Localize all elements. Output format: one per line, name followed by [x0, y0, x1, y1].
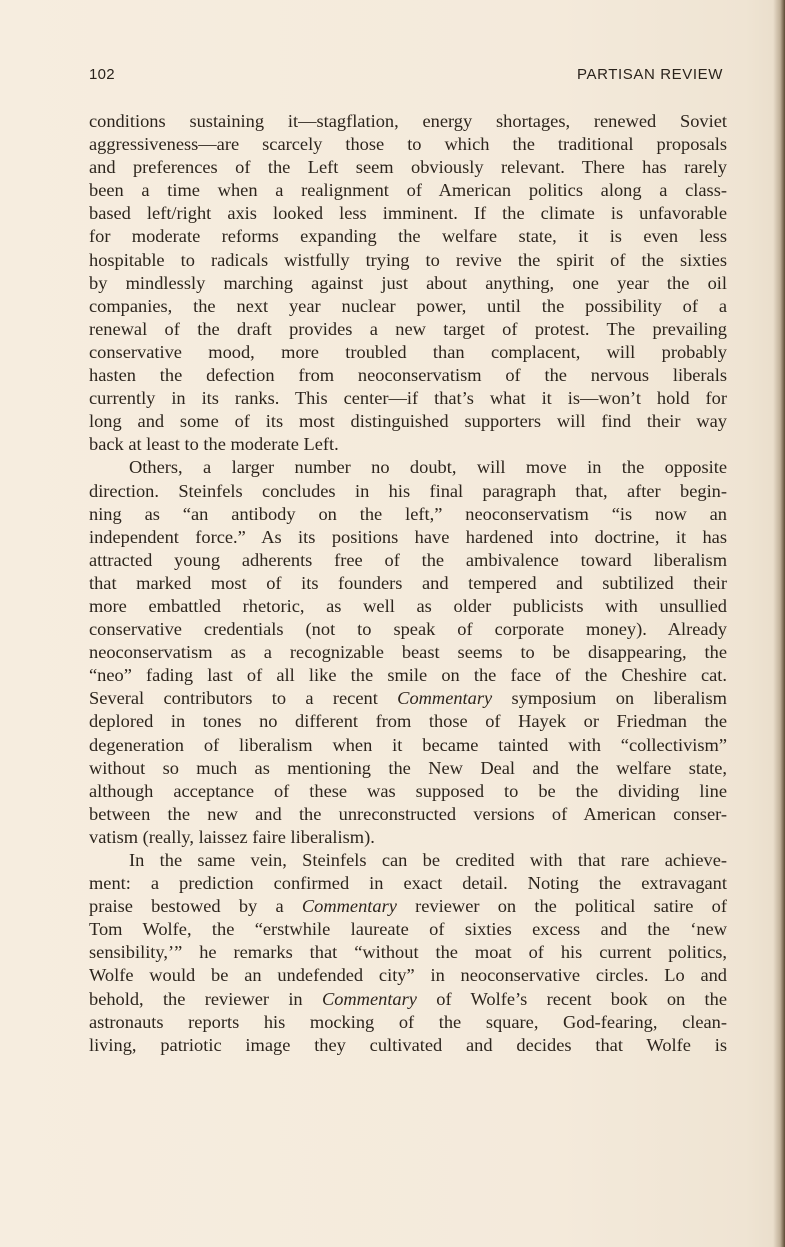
- text-line: more embattled rhetoric, as well as older publicists with unsullied: [89, 595, 727, 616]
- text-line: neoconservatism as a recognizable beast seems to be disappearing, the: [89, 642, 727, 663]
- text-line: living, patriotic image they cultivated and decides that Wolfe is: [89, 1034, 727, 1055]
- text-line: been a time when a realignment of American politics along a class-: [89, 180, 727, 201]
- text-line: deplored in tones no different from those of Hayek or Friedman the: [89, 711, 727, 732]
- text-line: although acceptance of these was supposed to be the dividing line: [89, 780, 727, 801]
- text-segment: of Wolfe’s recent book on the: [416, 988, 728, 1009]
- text-segment: Several contributors to a recent: [89, 688, 398, 709]
- text-line: conservative credentials (not to speak of corporate money). Already: [89, 619, 727, 640]
- text-line: currently in its ranks. This center—if that’s what it is—won’t hold for: [89, 388, 727, 409]
- text-line: by mindlessly marching against just about anything, one year the oil: [89, 272, 727, 293]
- text-segment: praise bestowed by a: [89, 896, 302, 917]
- page-number: 102: [89, 66, 115, 83]
- text-line: independent force.” As its positions have hardened into doctrine, it has: [89, 526, 727, 547]
- journal-title: PARTISAN REVIEW: [577, 66, 723, 83]
- text-line: ning as “an antibody on the left,” neoconservatism “is now an: [89, 503, 727, 524]
- text-line: between the new and the unreconstructed versions of American conser-: [89, 803, 727, 824]
- text-line: conditions sustaining it—stagflation, energy shortages, renewed Soviet: [89, 111, 727, 131]
- text-line: sensibility,’” he remarks that “without the moat of his current politics,: [89, 942, 727, 963]
- text-line: for moderate reforms expanding the welfare state, it is even less: [89, 226, 727, 247]
- body-text: [89, 110, 727, 1057]
- text-line: Wolfe would be an undefended city” in neoconservative circles. Lo and: [89, 965, 727, 986]
- text-line: aggressiveness—are scarcely those to which the traditional proposals: [89, 134, 727, 155]
- text-line: attracted young adherents free of the ambivalence toward liberalism: [89, 549, 727, 570]
- text-line: vatism (really, laissez faire liberalism).: [89, 826, 375, 847]
- text-line: renewal of the draft provides a new target of protest. The prevailing: [89, 318, 727, 339]
- paragraph-start-line: In the same vein, Steinfels can be credited with that rare achieve-: [129, 850, 727, 870]
- text-segment: reviewer on the political satire of: [396, 896, 727, 917]
- italic-title: Commentary: [397, 688, 493, 709]
- italic-title: Commentary: [321, 988, 417, 1009]
- page-edge-shadow: [773, 0, 785, 1247]
- text-line: based left/right axis looked less imminent. If the climate is unfavorable: [89, 203, 727, 224]
- text-line: back at least to the moderate Left.: [89, 434, 339, 455]
- text-line: hasten the defection from neoconservatism of the nervous liberals: [89, 365, 727, 386]
- text-line: [89, 895, 727, 918]
- text-line: long and some of its most distinguished supporters will find their way: [89, 411, 727, 432]
- text-line: “neo” fading last of all like the smile on the face of the Cheshire cat.: [89, 665, 727, 686]
- text-line: conservative mood, more troubled than complacent, will probably: [89, 341, 727, 362]
- paragraph-start-line: Others, a larger number no doubt, will move in the opposite: [129, 457, 727, 478]
- text-line: astronauts reports his mocking of the square, God-fearing, clean-: [89, 1011, 727, 1032]
- text-line: degeneration of liberalism when it became tainted with “collectivism”: [89, 734, 727, 755]
- italic-title: Commentary: [301, 896, 397, 917]
- text-line: companies, the next year nuclear power, until the possibility of a: [89, 295, 727, 316]
- text-line: [89, 687, 727, 710]
- text-segment: symposium on liberalism: [492, 688, 727, 709]
- text-line: that marked most of its founders and tempered and subtilized their: [89, 572, 727, 593]
- text-line: ment: a prediction confirmed in exact detail. Noting the extravagant: [89, 873, 727, 894]
- text-line: hospitable to radicals wistfully trying to revive the spirit of the sixties: [89, 249, 727, 270]
- text-line: direction. Steinfels concludes in his final paragraph that, after begin-: [89, 480, 727, 501]
- text-line: [89, 988, 727, 1011]
- text-line: Tom Wolfe, the “erstwhile laureate of sixties excess and the ‘new: [89, 919, 727, 940]
- text-segment: behold, the reviewer in: [89, 988, 322, 1009]
- text-line: and preferences of the Left seem obviously relevant. There has rarely: [89, 157, 727, 178]
- text-line: without so much as mentioning the New Deal and the welfare state,: [89, 757, 727, 778]
- running-head: [89, 66, 723, 86]
